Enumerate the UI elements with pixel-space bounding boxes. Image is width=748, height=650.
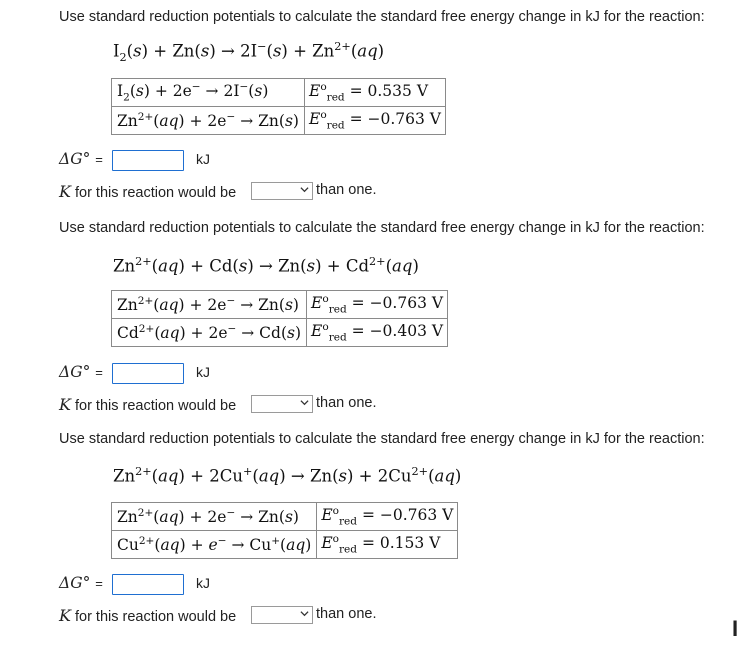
half-reaction: $I_2(s) + 2e^- \to 2I^-(s)$ xyxy=(112,79,305,107)
chevron-down-icon xyxy=(300,185,309,194)
problem-3-reaction: $Zn^{2+}(aq) + 2Cu^+(aq) \to Zn(s) + 2Cu^{2+}(aq)$ xyxy=(113,465,462,486)
potential-value: = −0.763 V xyxy=(349,110,442,129)
problem-2-k-dropdown[interactable] xyxy=(251,395,313,413)
problem-1-delta-g-input[interactable] xyxy=(112,150,184,171)
problem-2-k-suffix: than one. xyxy=(316,395,377,411)
text-cursor-icon: I xyxy=(732,616,739,641)
k-symbol: K xyxy=(59,395,71,414)
half-reaction: $Cu^{2+}(aq) + e^- \to Cu^+(aq)$ xyxy=(112,531,317,559)
problem-2-prompt: Use standard reduction potentials to calculate the standard free energy change in kJ for the reaction: xyxy=(59,220,705,236)
problem-1-k-suffix: than one. xyxy=(316,182,377,198)
problem-3-unit: kJ xyxy=(196,575,210,591)
problem-3-delta-g-label: ΔG° = xyxy=(59,574,103,592)
problem-2-unit: kJ xyxy=(196,364,210,380)
problem-1-potential-table xyxy=(111,78,446,135)
k-symbol: K xyxy=(59,182,71,201)
problem-2-delta-g-input[interactable] xyxy=(112,363,184,384)
problem-2-k-line xyxy=(59,395,236,414)
potential-value: = −0.403 V xyxy=(351,322,444,341)
half-reaction: $Zn^{2+}(aq) + 2e^- \to Zn(s)$ xyxy=(112,107,305,135)
k-symbol: K xyxy=(59,606,71,625)
problem-1-k-dropdown[interactable] xyxy=(251,182,313,200)
potential-value: = 0.535 V xyxy=(349,82,429,101)
problem-3-prompt: Use standard reduction potentials to calculate the standard free energy change in kJ for the reaction: xyxy=(59,431,705,447)
problem-3-k-dropdown[interactable] xyxy=(251,606,313,624)
potential-value: = −0.763 V xyxy=(351,294,444,313)
problem-3-k-line xyxy=(59,606,236,625)
problem-1-delta-g-label: ΔG° = xyxy=(59,150,103,168)
potential-cell: $E^o_{red} = 0.535$ V xyxy=(304,79,445,107)
half-reaction: $Cd^{2+}(aq) + 2e^- \to Cd(s)$ xyxy=(112,319,307,347)
problem-2-delta-g-label: ΔG° = xyxy=(59,363,103,381)
k-prefix: for this reaction would be xyxy=(74,185,237,201)
potential-cell: $E^o_{red} = -0.763$ V xyxy=(304,107,445,135)
problem-1-reaction: $I_2(s) + Zn(s) \to 2I^-(s) + Zn^{2+}(aq)$ xyxy=(113,40,385,64)
potential-cell: $E^o_{red} = -0.403$ V xyxy=(307,319,448,347)
chevron-down-icon xyxy=(300,609,309,618)
problem-2-potential-table xyxy=(111,290,448,347)
chevron-down-icon xyxy=(300,398,309,407)
half-reaction: $Zn^{2+}(aq) + 2e^- \to Zn(s)$ xyxy=(112,291,307,319)
problem-3-k-suffix: than one. xyxy=(316,606,377,622)
potential-cell: $E^o_{red} = 0.153$ V xyxy=(317,531,458,559)
problem-3-delta-g-input[interactable] xyxy=(112,574,184,595)
problem-1-k-line xyxy=(59,182,236,201)
k-prefix: for this reaction would be xyxy=(74,609,237,625)
problem-1-unit: kJ xyxy=(196,151,210,167)
k-prefix: for this reaction would be xyxy=(74,398,237,414)
problem-1-prompt: Use standard reduction potentials to calculate the standard free energy change in kJ for the reaction: xyxy=(59,9,705,25)
problem-2-reaction: $Zn^{2+}(aq) + Cd(s) \to Zn(s) + Cd^{2+}(aq)$ xyxy=(113,255,419,276)
problem-3-potential-table xyxy=(111,502,458,559)
potential-cell: $E^o_{red} = -0.763$ V xyxy=(307,291,448,319)
potential-value: = −0.763 V xyxy=(361,506,454,525)
half-reaction: $Zn^{2+}(aq) + 2e^- \to Zn(s)$ xyxy=(112,503,317,531)
potential-cell: $E^o_{red} = -0.763$ V xyxy=(317,503,458,531)
potential-value: = 0.153 V xyxy=(361,534,441,553)
